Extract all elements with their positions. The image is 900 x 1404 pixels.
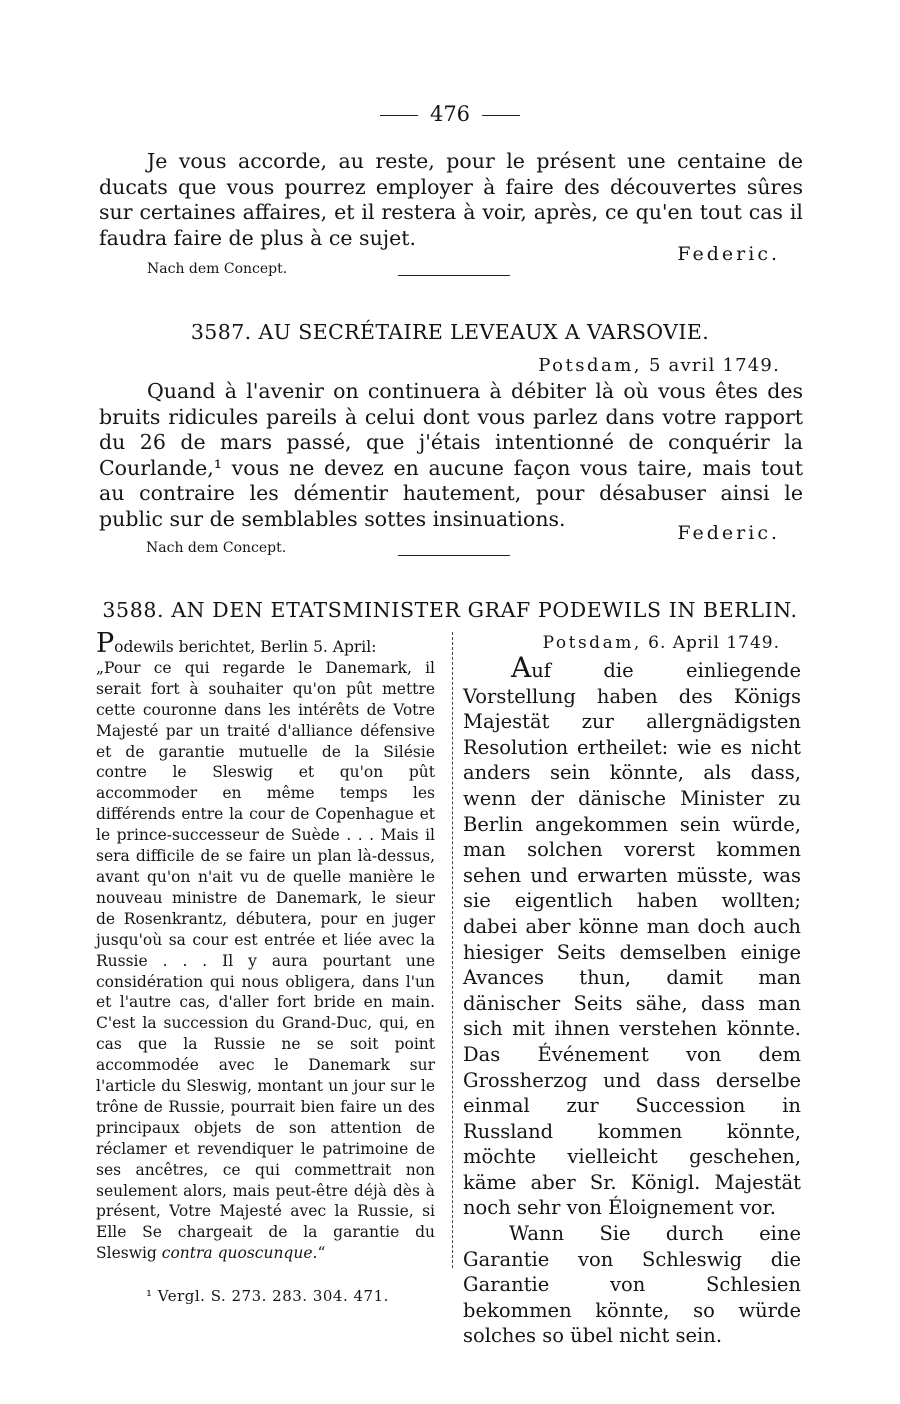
podewils-report-latin-phrase: contra quoscunque.	[161, 1244, 318, 1263]
separator-rule	[398, 275, 510, 276]
letter-3587-number: 3587.	[190, 320, 252, 344]
letter-3587-dateline	[538, 355, 780, 376]
letter-3587-signature: Federic.	[677, 522, 780, 544]
letter-3587-title: AU SECRÉTAIRE LEVEAUX A VARSOVIE.	[258, 320, 710, 344]
column-divider	[452, 632, 453, 1268]
podewils-report-column	[96, 628, 435, 1264]
letter-3586-closing-paragraph: Je vous accorde, au reste, pour le présent une centaine de ducats que vous pourrez employer à faire des découvertes sûres sur certaines affaires, et il restera à voir, après, ce qu'en tout cas il faudra faire de plus à ce sujet.	[99, 149, 803, 250]
letter-3586-source-note: Nach dem Concept.	[147, 261, 288, 277]
letter-3588-place: Potsdam,	[542, 633, 642, 653]
letter-3588-dateline	[543, 633, 780, 653]
podewils-report-close-quote: “	[317, 1244, 326, 1263]
page-number-text: 476	[429, 102, 471, 126]
letter-3587-place: Potsdam,	[538, 355, 643, 376]
letter-3588-number: 3588.	[102, 598, 165, 622]
podewils-report-quote	[96, 658, 435, 1264]
podewils-report-intro	[96, 628, 435, 659]
drop-initial-p: P	[96, 628, 115, 659]
podewils-report-quote-text: „Pour ce qui regarde le Danemark, il serait fort à souhaiter qu'on pût mettre cette couronne dans les intérêts de Votre Majesté par un traité d'alliance défensive et de garantie mutuelle de la Silésie contre le Sleswig et qu'on pût accommoder en même temps les différends entre la cour de Copenhague et le prince-successeur de Suède . . . Mais il sera difficile de se faire un plan là-dessus, avant qu'on n'ait vu de quelle manière le nouveau ministre de Danemark, le sieur de Rosenkrantz, débutera, pour en juger jusqu'où sa cour est entrée et liée avec la Russie . . . Il y aura pourtant une considération qui nous obligera, dans l'un et l'autre cas, d'aller fort bride en main. C'est la succession du Grand-Duc, qui, en cas que la Russie ne se soit point accommodée avec le Danemark sur l'article du Sleswig, montant un jour sur le trône de Russie, pourrait bien faire un des principaux objets de son attention de réclamer et revendiquer le patrimoine de ses ancêtres, ce qui commettrait non seulement alors, mais peut-être déjà dès à présent, Votre Majesté avec la Russie, si Elle Se chargeait de la garantie du Sleswig	[96, 658, 435, 1263]
letter-3588-date: 6. April 1749.	[648, 633, 780, 653]
letter-3587-source-note: Nach dem Concept.	[146, 540, 287, 556]
letter-3587-heading	[0, 320, 900, 344]
page-number-dash-right	[482, 115, 520, 116]
page-number	[0, 102, 900, 126]
letter-3587-body: Quand à l'avenir on continuera à débiter là où vous êtes des bruits ridicules pareils à celui dont vous parlez dans votre rapport du 26 de mars passé, que j'étais intentionné de conquérir la Courlande,¹ vous ne devez en aucune façon vous taire, mais tout au contraire les démentir hautement, pour désabuser ainsi le public sur de semblables sottes insinuations.	[99, 379, 803, 531]
royal-resolution-column	[463, 651, 801, 1349]
podewils-report-intro-text: odewils berichtet, Berlin 5. April:	[114, 638, 377, 656]
royal-resolution-paragraph-2: Wann Sie durch eine Garantie von Schleswig die Garantie von Schlesien bekommen könnte, so würde solches so übel nicht sein.	[463, 1222, 801, 1348]
letter-3587-date: 5 avril 1749.	[648, 355, 780, 376]
page-number-dash-left	[380, 115, 418, 116]
separator-rule	[398, 555, 510, 556]
royal-resolution-text-1: uf die einliegende Vorstellung haben des Königs Majestät zur allergnädigsten Resolution ertheilet: wie es nicht anders sein könnte, als dass, wenn der dänische Minister zu Berlin angekommen sein würde, man solchen vorerst kommen sehen und erwarten müsste, was sie eigentlich haben wollten; dabei aber könne man doch auch hiesiger Seits demselben einige Avances thun, damit man dänischer Seits sähe, dass man sich mit ihnen verstehen könnte. Das Événement von dem Grossherzog und dass derselbe einmal zur Succession in Russland kommen könnte, möchte vielleicht geschehen, käme aber Sr. Königl. Majestät noch sehr von Éloignement vor.	[463, 659, 801, 1220]
letter-3588-title: AN DEN ETATSMINISTER GRAF PODEWILS IN BERLIN.	[171, 598, 798, 622]
drop-initial-a: A	[511, 651, 532, 684]
royal-resolution-paragraph-1	[463, 651, 801, 1221]
footnote: ¹ Vergl. S. 273. 283. 304. 471.	[146, 1287, 389, 1305]
letter-3586-signature: Federic.	[677, 243, 780, 265]
letter-3588-heading	[0, 598, 900, 622]
